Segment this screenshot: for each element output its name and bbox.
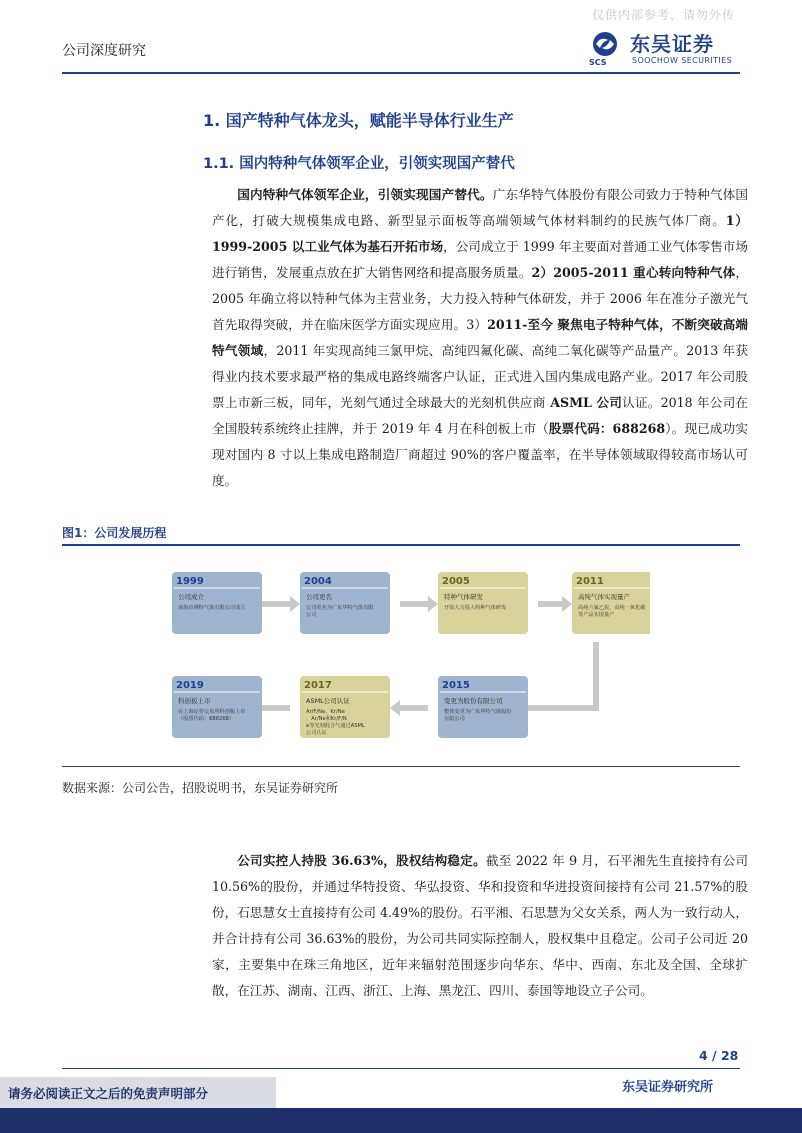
timeline-node-year: 2019 — [176, 680, 204, 691]
timeline-node-title: 公司更名 — [306, 593, 332, 601]
document-type: 公司深度研究 — [62, 43, 146, 59]
logo-name: 东吴证券 — [630, 32, 714, 56]
timeline-node-title: 科创板上市 — [178, 697, 211, 705]
timeline-node-title: 公司成立 — [178, 593, 204, 601]
footer-divider — [62, 1068, 740, 1069]
para-text: 认证。2018 年公司在全国股转系统终止挂牌，并于 2019 年 4 月在科创板上市（ — [212, 395, 748, 436]
header-divider — [62, 72, 740, 74]
timeline-node-1999 — [172, 572, 262, 634]
para-bold: 股票代码：688268 — [548, 421, 666, 436]
timeline-node-year: 2004 — [304, 576, 332, 587]
paragraph-ownership — [212, 848, 748, 1004]
para-lead: 公司实控人持股 36.63%，股权结构稳定。 — [237, 853, 486, 868]
timeline-node-year: 2015 — [442, 680, 470, 691]
para-bold: 2）2005-2011 重心转向特种气体 — [531, 265, 736, 280]
para-text: ，2005 年确立将以特种气体为主营业务，大力投入特种气体研发，并于 2006 年在准分子激光气首先取得突破，并在临床医学方面实现应用。3） — [212, 265, 749, 332]
timeline-node-2015 — [438, 676, 528, 738]
figure-label: 图1：公司发展历程 — [62, 526, 167, 540]
section-heading: 1. 国产特种气体龙头，赋能半导体行业生产 — [203, 111, 514, 130]
timeline-node-desc: 南海市佛特气体有限公司成立 — [178, 605, 246, 611]
para-text: 广东华特气体股份有限公司致力于特种气体国产化，打破大规模集成电路、新型显示面板等高端领域气体材料制约的民族气体厂商。 — [212, 187, 749, 228]
para-text: ，公司成立于 1999 年主要面对普通工业气体零售市场进行销售，发展重点放在扩大销售网络和提高服务质量。 — [212, 239, 748, 280]
timeline-node-2019 — [172, 676, 262, 738]
timeline-node-desc: Ar/F/Ne、Kr/Ne 、Ar/Ne和Kr/F/N e等光刻混合气通过ASML 公司认证 — [306, 709, 365, 736]
logo-abbr: SCS — [589, 58, 607, 67]
timeline-node-title: 特种气体研发 — [444, 593, 483, 601]
para-bold: ASML 公司 — [545, 395, 623, 410]
footer-organization: 东吴证券研究所 — [622, 1080, 714, 1095]
timeline-node-2011 — [572, 572, 650, 634]
timeline-node-desc: 高纯六氟乙烷、高纯一氧化碳等产品实现量产 — [578, 605, 646, 618]
disclaimer-banner — [0, 1077, 276, 1109]
para-bold: 2011-至今 聚焦电子特种气体，不断突破高端特气领域 — [212, 317, 748, 358]
timeline-node-desc: 在上海证券交易所科创板上市（股票代码：688268） — [178, 709, 246, 722]
page-number: 4 / 28 — [699, 1048, 739, 1063]
timeline-node-desc: 整体变更为广东华特气体股份有限公司 — [444, 709, 512, 722]
para-text: ）。现已成功实现对国内 8 寸以上集成电路制造厂商超过 90%的客户覆盖率，在半导体领域取得较高市场认可度。 — [212, 421, 749, 488]
para-text: 截至 2022 年 9 月，石平湘先生直接持有公司 10.56%的股份，并通过华特投资、华弘投资、华和投资和华进投资间接持有公司 21.57%的股份，石思慧女士直接持有公司 4.49%的股份。石平湘、石思慧为父女关系，两人为一致行动人，并合计持有公司 36.63%的股份，为公司共同实际控制人，股权集中且稳定。公司子公司近 20 家，主要集中在珠三角地区，近年来辐射范围逐步向华东、华中、西南、东北及全国、全球扩散，在江苏、湖南、江西、浙江、上海、黑龙江、四川、泰国等地设立子公司。 — [212, 853, 749, 998]
timeline-node-year: 2017 — [304, 680, 332, 691]
para-bold: 1）1999-2005 以工业气体为基石开拓市场 — [212, 213, 749, 254]
logo-english: SOOCHOW SECURITIES — [632, 56, 733, 65]
timeline-node-year: 1999 — [176, 576, 204, 587]
timeline-node-2004 — [300, 572, 390, 634]
timeline-node-2017 — [300, 676, 390, 738]
figure-bottom-divider — [62, 766, 740, 767]
timeline-node-2005 — [438, 572, 528, 634]
timeline-node-year: 2005 — [442, 576, 470, 587]
figure-source: 数据来源：公司公告，招股说明书，东吴证券研究所 — [62, 781, 339, 795]
timeline-node-year: 2011 — [576, 576, 604, 587]
subsection-heading: 1.1. 国内特种气体领军企业，引领实现国产替代 — [203, 156, 515, 172]
timeline-diagram — [150, 558, 650, 754]
timeline-node-desc: 公司更名为广东华特气体有限公司 — [306, 605, 374, 618]
watermark-text: 仅供内部参考，请勿外传 — [592, 8, 736, 22]
disclaimer-text: 请务必阅读正文之后的免责声明部分 — [8, 1086, 209, 1101]
para-text: ，2011 年实现高纯三氯甲烷、高纯四氟化碳、高纯二氧化碳等产品量产。2013 年获得业内技术要求最严格的集成电路终端客户认证，正式进入国内集成电路产业。2017 年公司股票上市新三板，同年，光刻气通过全球最大的光刻机供应商 — [212, 343, 749, 410]
timeline-node-desc: 开始大力投入特种气体研发 — [444, 605, 507, 611]
footer-bar — [0, 1108, 802, 1133]
timeline-node-title: 高纯气体实现量产 — [578, 593, 630, 601]
timeline-node-title: ASML公司认证 — [306, 697, 350, 705]
timeline-node-title: 变更为股份有限公司 — [444, 697, 503, 705]
figure-divider — [62, 544, 740, 546]
para-lead: 国内特种气体领军企业，引领实现国产替代。 — [237, 187, 493, 202]
paragraph-company-history — [212, 182, 748, 494]
